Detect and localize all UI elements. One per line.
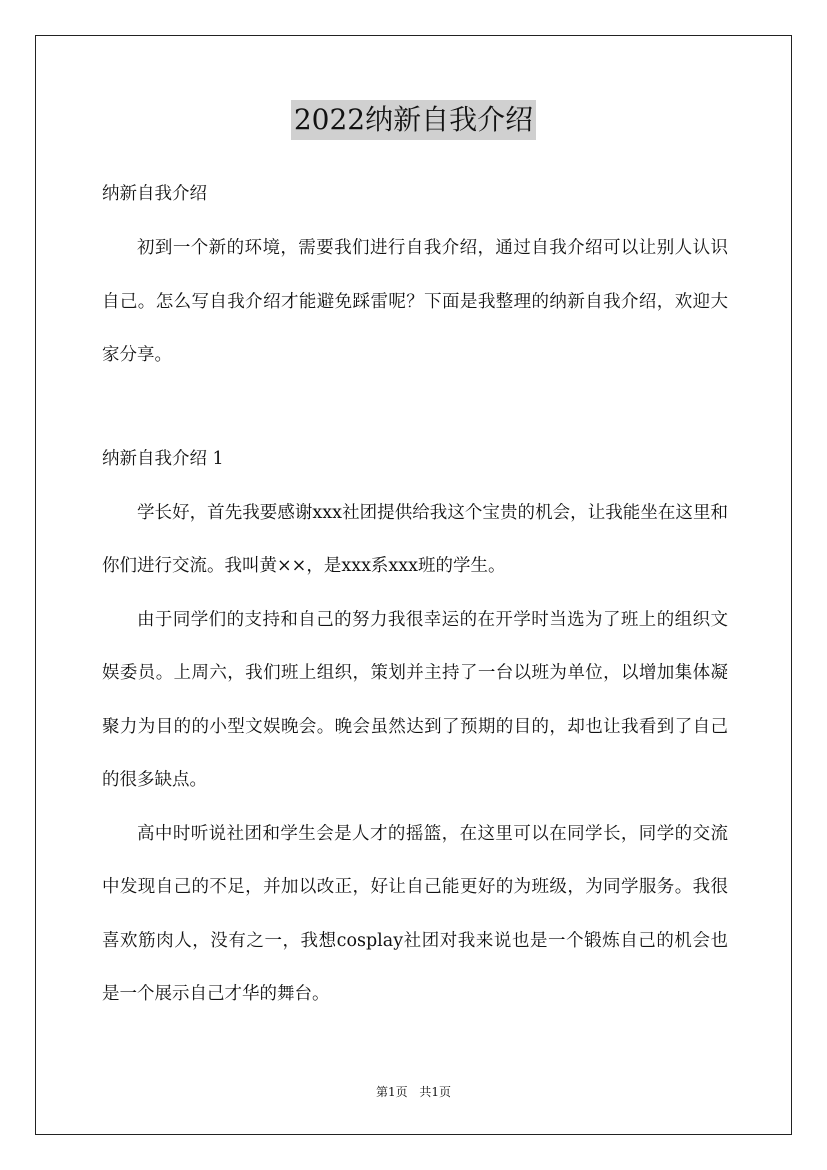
- intro-paragraph: 初到一个新的环境，需要我们进行自我介绍，通过自我介绍可以让别人认识自己。怎么写自我介绍才能避免踩雷呢？下面是我整理的纳新自我介绍，欢迎大家分享。: [102, 238, 728, 365]
- document-title-text: 2022纳新自我介绍: [291, 100, 536, 140]
- body-paragraph: 高中时听说社团和学生会是人才的摇篮，在这里可以在同学长，同学的交流中发现自己的不足，并加以改正，好让自己能更好的为班级，为同学服务。我很喜欢筋肉人，没有之一，我想cosplay社团对我来说也是一个锻炼自己的机会也是一个展示自己才华的舞台。: [102, 823, 728, 1004]
- page-total: 共1页: [419, 1085, 452, 1099]
- document-body: [102, 166, 728, 1022]
- body-paragraph: 学长好，首先我要感谢xxx社团提供给我这个宝贵的机会，让我能坐在这里和你们进行交流。我叫黄××，是xxx系xxx班的学生。: [102, 502, 728, 576]
- section-heading: 纳新自我介绍 1: [102, 448, 224, 469]
- page-number: 第1页: [375, 1085, 408, 1099]
- page-footer: [0, 1083, 827, 1100]
- section-heading: 纳新自我介绍: [102, 184, 207, 204]
- document-title: [0, 100, 827, 140]
- body-paragraph: 由于同学们的支持和自己的努力我很幸运的在开学时当选为了班上的组织文娱委员。上周六，我们班上组织，策划并主持了一台以班为单位，以增加集体凝聚力为目的的小型文娱晚会。晚会虽然达到了预期的目的，却也让我看到了自己的很多缺点。: [102, 609, 728, 790]
- section-spacer: [102, 383, 728, 431]
